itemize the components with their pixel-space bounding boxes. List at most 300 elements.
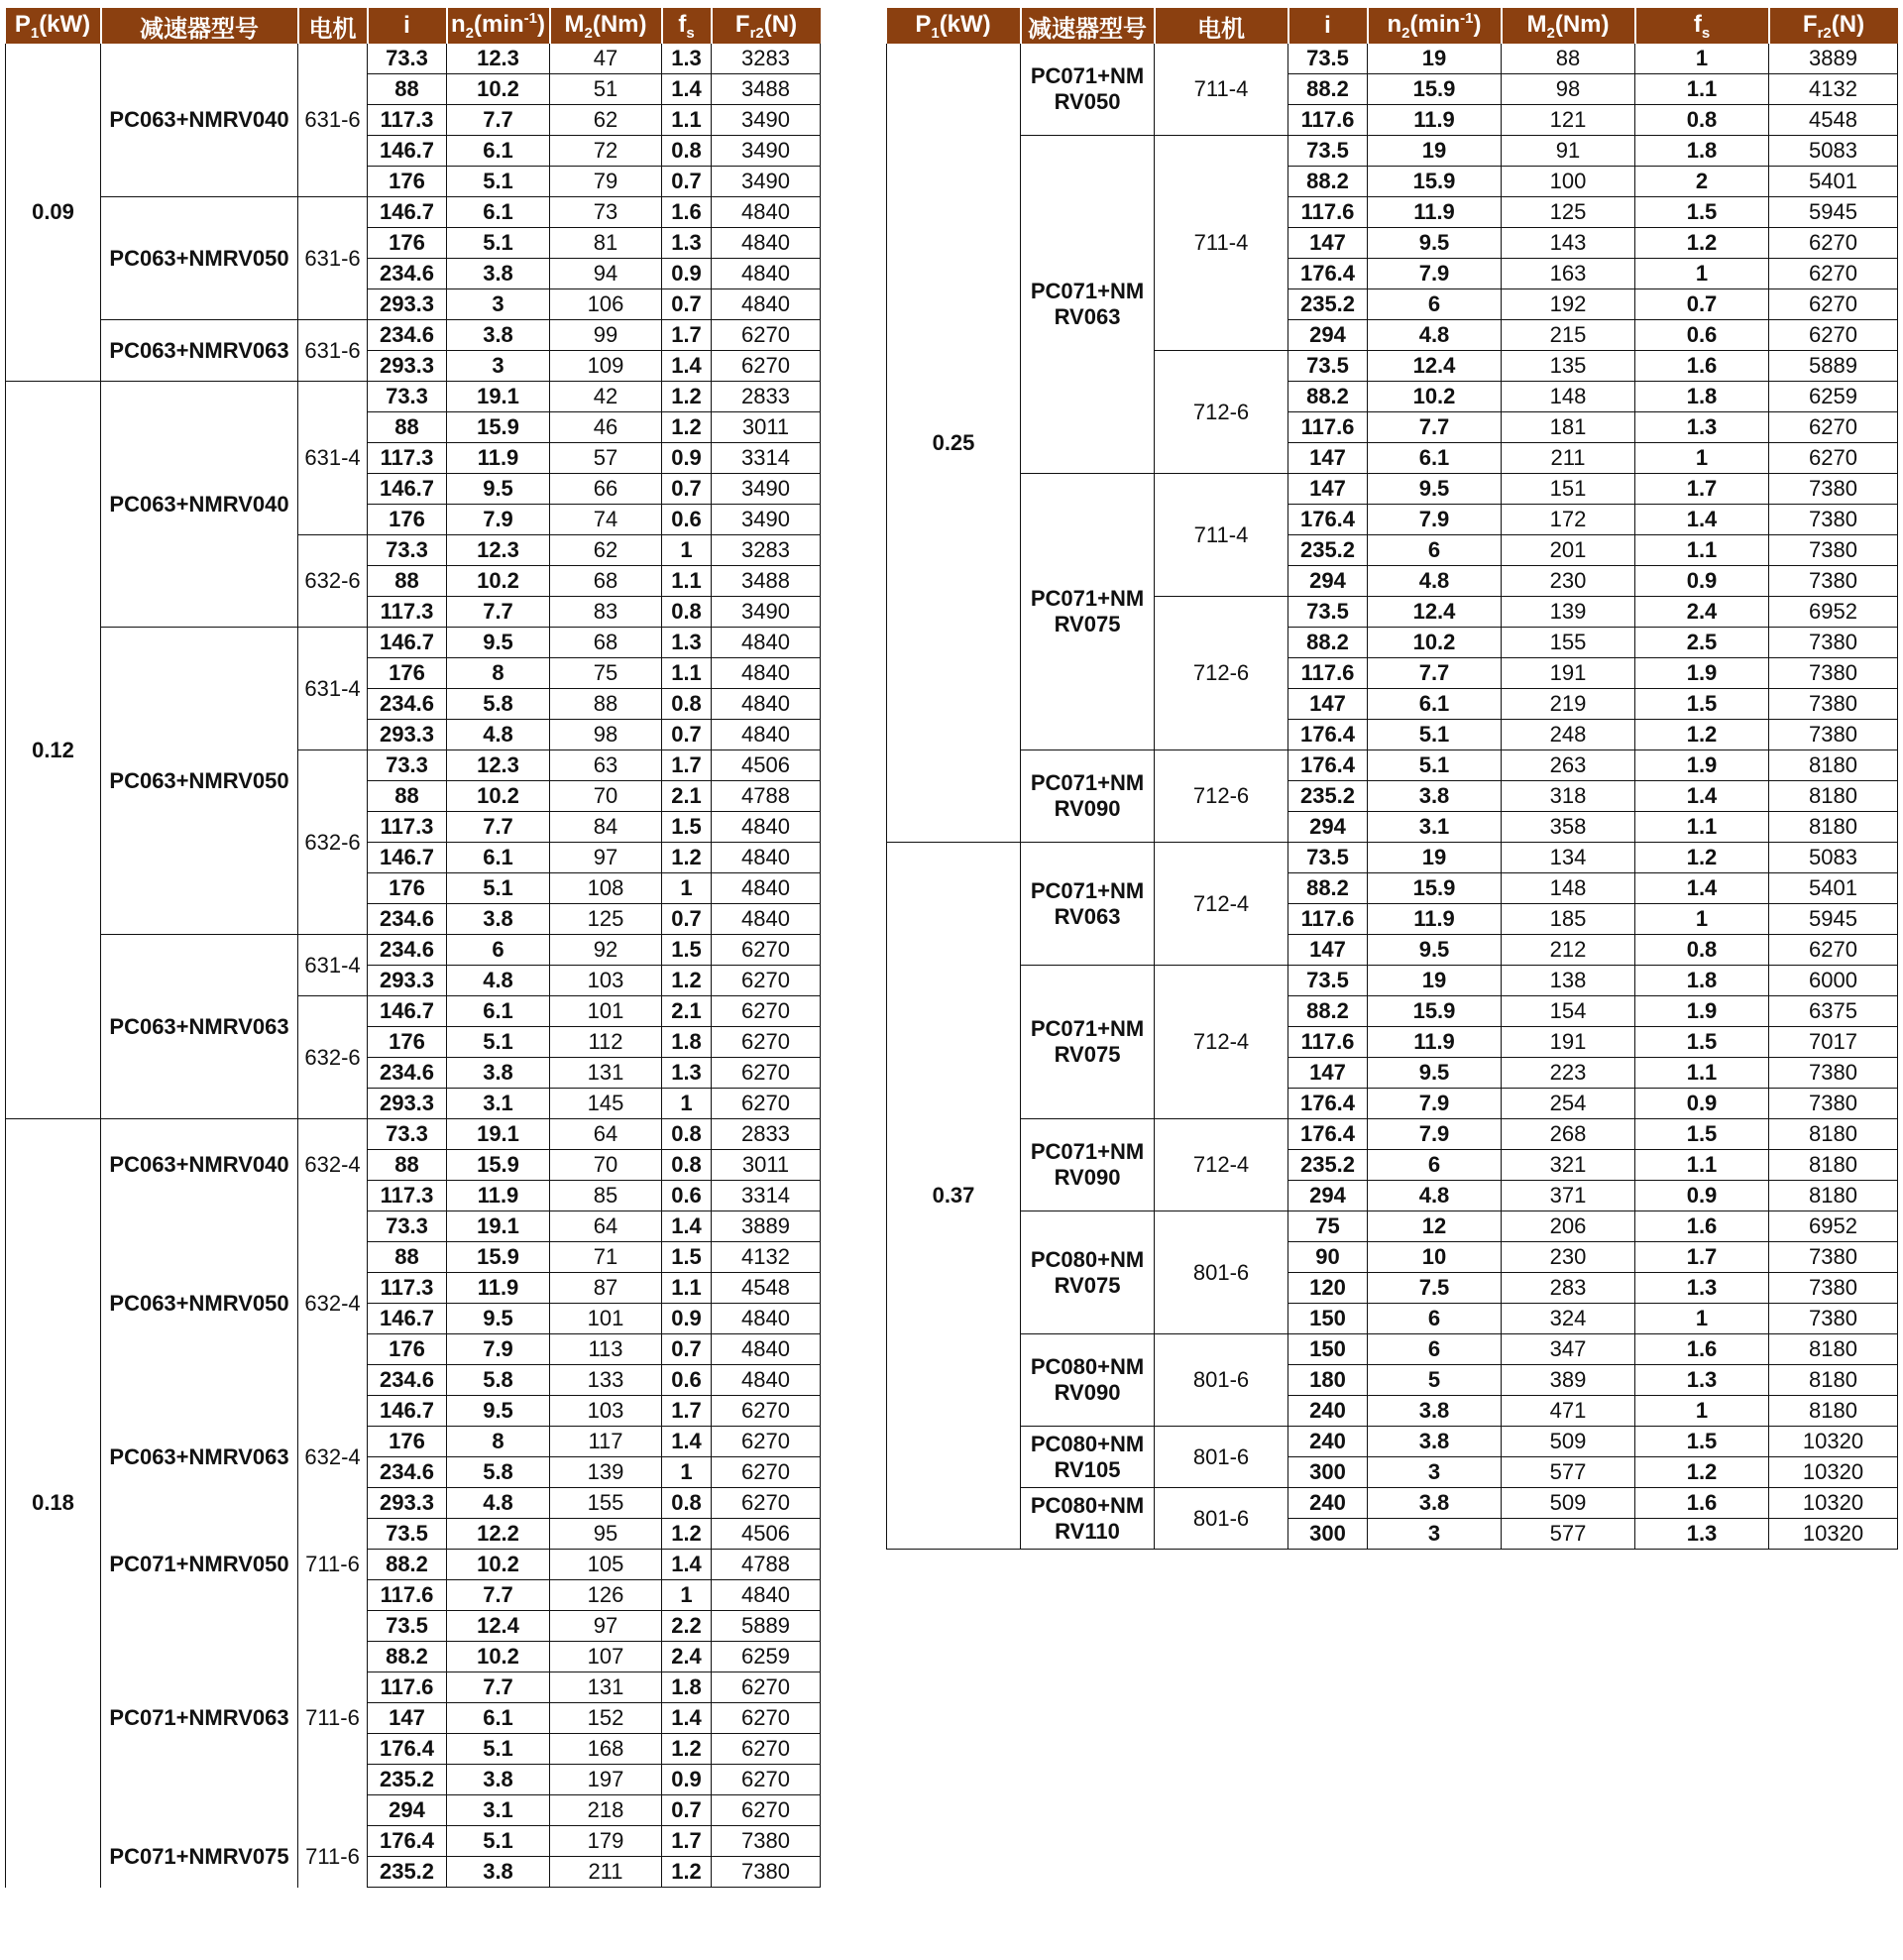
output-speed-cell: 12.3: [447, 44, 550, 74]
radial-load-cell: 4840: [712, 1580, 821, 1611]
service-factor-cell: 1.8: [662, 1672, 712, 1703]
service-factor-cell: 0.7: [662, 1795, 712, 1826]
output-speed-cell: 7.7: [447, 105, 550, 136]
output-speed-cell: 12.4: [447, 1611, 550, 1642]
ratio-cell: 88.2: [368, 1550, 447, 1580]
power-cell: 0.09: [6, 44, 101, 382]
table-row: [887, 1334, 1898, 1365]
torque-cell: 126: [550, 1580, 662, 1611]
torque-cell: 108: [550, 873, 662, 904]
ratio-cell: 234.6: [368, 1058, 447, 1089]
table-row: [6, 1826, 821, 1857]
ratio-cell: 176: [368, 1334, 447, 1365]
service-factor-cell: 1.2: [662, 1519, 712, 1550]
service-factor-cell: 1: [1635, 44, 1769, 74]
ratio-cell: 176.4: [1288, 505, 1368, 535]
radial-load-cell: 6270: [712, 1396, 821, 1427]
service-factor-cell: 1.7: [662, 320, 712, 351]
torque-cell: 72: [550, 136, 662, 167]
output-speed-cell: 6: [447, 935, 550, 966]
output-speed-cell: 3.8: [1368, 781, 1502, 812]
output-speed-cell: 19: [1368, 44, 1502, 74]
ratio-cell: 234.6: [368, 259, 447, 289]
ratio-cell: 176: [368, 1427, 447, 1457]
radial-load-cell: 3889: [712, 1211, 821, 1242]
radial-load-cell: 6270: [712, 1089, 821, 1119]
output-speed-cell: 3.8: [1368, 1488, 1502, 1519]
ratio-cell: 117.6: [1288, 658, 1368, 689]
service-factor-cell: 1.7: [1635, 474, 1769, 505]
output-speed-cell: 4.8: [447, 966, 550, 996]
left-performance-table: [5, 8, 821, 1888]
motor-cell: 632-4: [298, 1119, 368, 1211]
radial-load-cell: 4840: [712, 658, 821, 689]
service-factor-cell: 1.6: [1635, 351, 1769, 382]
radial-load-cell: 7380: [1769, 1242, 1898, 1273]
output-speed-cell: 3.1: [447, 1795, 550, 1826]
service-factor-cell: 1.5: [1635, 1027, 1769, 1058]
output-speed-cell: 3.8: [1368, 1396, 1502, 1427]
torque-cell: 155: [550, 1488, 662, 1519]
service-factor-cell: 1.9: [1635, 750, 1769, 781]
output-speed-cell: 15.9: [1368, 167, 1502, 197]
motor-cell: 711-4: [1155, 136, 1288, 351]
service-factor-cell: 1.4: [662, 1703, 712, 1734]
radial-load-cell: 6270: [1769, 320, 1898, 351]
ratio-cell: 176.4: [368, 1734, 447, 1765]
torque-cell: 324: [1502, 1304, 1635, 1334]
right-performance-table: [886, 8, 1898, 1550]
ratio-cell: 88: [368, 781, 447, 812]
torque-cell: 75: [550, 658, 662, 689]
service-factor-cell: 0.7: [1635, 289, 1769, 320]
torque-cell: 219: [1502, 689, 1635, 720]
radial-load-cell: 5401: [1769, 167, 1898, 197]
radial-load-cell: 4840: [712, 689, 821, 720]
ratio-cell: 117.3: [368, 105, 447, 136]
torque-cell: 211: [1502, 443, 1635, 474]
torque-cell: 117: [550, 1427, 662, 1457]
output-speed-cell: 7.9: [1368, 259, 1502, 289]
service-factor-cell: 1.5: [1635, 689, 1769, 720]
service-factor-cell: 1.2: [662, 382, 712, 412]
radial-load-cell: 4840: [712, 1304, 821, 1334]
output-speed-cell: 5.1: [447, 167, 550, 197]
reducer-model-cell: PC071+NM RV075: [1021, 966, 1155, 1119]
power-cell: 0.25: [887, 44, 1021, 843]
radial-load-cell: 3011: [712, 412, 821, 443]
torque-cell: 185: [1502, 904, 1635, 935]
service-factor-cell: 2.1: [662, 996, 712, 1027]
table-row: [887, 474, 1898, 505]
radial-load-cell: 4840: [712, 843, 821, 873]
torque-cell: 134: [1502, 843, 1635, 873]
ratio-cell: 73.3: [368, 382, 447, 412]
output-speed-cell: 6: [1368, 535, 1502, 566]
service-factor-cell: 1.3: [662, 1058, 712, 1089]
output-speed-cell: 3: [447, 289, 550, 320]
ratio-cell: 147: [1288, 474, 1368, 505]
torque-cell: 94: [550, 259, 662, 289]
output-speed-cell: 11.9: [1368, 197, 1502, 228]
service-factor-cell: 1.4: [662, 1550, 712, 1580]
service-factor-cell: 1.2: [662, 412, 712, 443]
output-speed-cell: 5.1: [447, 228, 550, 259]
torque-cell: 103: [550, 1396, 662, 1427]
radial-load-cell: 6270: [712, 1795, 821, 1826]
output-speed-cell: 3.8: [447, 904, 550, 935]
radial-load-cell: 10320: [1769, 1457, 1898, 1488]
reducer-model-cell: PC071+NM RV050: [1021, 44, 1155, 136]
torque-cell: 46: [550, 412, 662, 443]
output-speed-cell: 7.9: [1368, 1119, 1502, 1150]
output-speed-cell: 5.8: [447, 1457, 550, 1488]
torque-cell: 88: [550, 689, 662, 720]
ratio-cell: 146.7: [368, 1396, 447, 1427]
service-factor-cell: 1.4: [1635, 873, 1769, 904]
torque-cell: 148: [1502, 873, 1635, 904]
torque-cell: 192: [1502, 289, 1635, 320]
torque-cell: 230: [1502, 1242, 1635, 1273]
output-speed-cell: 3.8: [447, 1765, 550, 1795]
output-speed-cell: 10.2: [1368, 628, 1502, 658]
service-factor-cell: 2.2: [662, 1611, 712, 1642]
service-factor-cell: 1.4: [1635, 505, 1769, 535]
motor-cell: 632-6: [298, 535, 368, 628]
ratio-cell: 117.6: [368, 1580, 447, 1611]
radial-load-cell: 3490: [712, 505, 821, 535]
radial-load-cell: 7380: [712, 1826, 821, 1857]
torque-cell: 42: [550, 382, 662, 412]
service-factor-cell: 1.9: [1635, 996, 1769, 1027]
service-factor-cell: 0.8: [662, 597, 712, 628]
radial-load-cell: 3488: [712, 74, 821, 105]
motor-cell: 712-6: [1155, 750, 1288, 843]
service-factor-cell: 1.1: [662, 566, 712, 597]
output-speed-cell: 11.9: [447, 443, 550, 474]
service-factor-cell: 1.7: [662, 750, 712, 781]
output-speed-cell: 19: [1368, 136, 1502, 167]
radial-load-cell: 5083: [1769, 136, 1898, 167]
service-factor-cell: 1.3: [1635, 1273, 1769, 1304]
output-speed-cell: 5.1: [447, 873, 550, 904]
radial-load-cell: 5945: [1769, 904, 1898, 935]
ratio-cell: 117.3: [368, 1181, 447, 1211]
ratio-cell: 117.3: [368, 443, 447, 474]
motor-cell: 631-4: [298, 628, 368, 750]
torque-cell: 62: [550, 105, 662, 136]
output-speed-cell: 7.7: [1368, 658, 1502, 689]
radial-load-cell: 6270: [712, 1027, 821, 1058]
torque-cell: 64: [550, 1119, 662, 1150]
reducer-model-cell: PC063+NMRV050: [101, 197, 298, 320]
ratio-cell: 88.2: [1288, 996, 1368, 1027]
ratio-cell: 147: [1288, 935, 1368, 966]
radial-load-cell: 4506: [712, 1519, 821, 1550]
torque-cell: 139: [1502, 597, 1635, 628]
radial-load-cell: 6270: [1769, 412, 1898, 443]
service-factor-cell: 0.8: [1635, 105, 1769, 136]
service-factor-cell: 1: [662, 1580, 712, 1611]
torque-cell: 88: [1502, 44, 1635, 74]
motor-cell: 711-6: [298, 1826, 368, 1888]
table-row: [887, 44, 1898, 74]
power-cell: 0.12: [6, 382, 101, 1119]
ratio-cell: 146.7: [368, 843, 447, 873]
ratio-cell: 176: [368, 658, 447, 689]
ratio-cell: 294: [1288, 566, 1368, 597]
radial-load-cell: 7017: [1769, 1027, 1898, 1058]
service-factor-cell: 1.1: [1635, 1058, 1769, 1089]
ratio-cell: 234.6: [368, 1365, 447, 1396]
torque-cell: 371: [1502, 1181, 1635, 1211]
ratio-cell: 176: [368, 873, 447, 904]
motor-cell: 801-6: [1155, 1334, 1288, 1427]
service-factor-cell: 0.8: [662, 1119, 712, 1150]
ratio-cell: 234.6: [368, 320, 447, 351]
output-speed-cell: 11.9: [447, 1273, 550, 1304]
torque-cell: 577: [1502, 1457, 1635, 1488]
ratio-cell: 73.5: [1288, 966, 1368, 996]
ratio-cell: 176.4: [1288, 750, 1368, 781]
torque-cell: 268: [1502, 1119, 1635, 1150]
ratio-cell: 147: [368, 1703, 447, 1734]
motor-cell: 631-4: [298, 935, 368, 996]
radial-load-cell: 6270: [1769, 228, 1898, 259]
power-cell: 0.18: [6, 1119, 101, 1888]
service-factor-cell: 0.9: [662, 443, 712, 474]
table-row: [887, 1427, 1898, 1457]
radial-load-cell: 6952: [1769, 1211, 1898, 1242]
torque-cell: 206: [1502, 1211, 1635, 1242]
header-p1: $P_1(kW)$: [887, 8, 1021, 44]
service-factor-cell: 1.1: [662, 1273, 712, 1304]
radial-load-cell: 6270: [712, 1703, 821, 1734]
radial-load-cell: 7380: [1769, 566, 1898, 597]
service-factor-cell: 1.1: [662, 658, 712, 689]
torque-cell: 509: [1502, 1488, 1635, 1519]
service-factor-cell: 0.7: [662, 289, 712, 320]
radial-load-cell: 3490: [712, 136, 821, 167]
service-factor-cell: 0.9: [1635, 1089, 1769, 1119]
ratio-cell: 88: [368, 74, 447, 105]
output-speed-cell: 4.8: [1368, 1181, 1502, 1211]
ratio-cell: 176.4: [1288, 1119, 1368, 1150]
torque-cell: 98: [1502, 74, 1635, 105]
torque-cell: 347: [1502, 1334, 1635, 1365]
radial-load-cell: 6270: [712, 1734, 821, 1765]
service-factor-cell: 1.5: [1635, 197, 1769, 228]
table-row: [887, 1488, 1898, 1519]
torque-cell: 172: [1502, 505, 1635, 535]
reducer-model-cell: PC071+NMRV075: [101, 1826, 298, 1888]
radial-load-cell: 8180: [1769, 1150, 1898, 1181]
table-row: [6, 935, 821, 966]
header-fr2: $F_{r2}(N)$: [1769, 8, 1898, 44]
output-speed-cell: 3: [1368, 1457, 1502, 1488]
table-row: [6, 1519, 821, 1550]
motor-cell: 631-6: [298, 320, 368, 382]
motor-cell: 712-6: [1155, 351, 1288, 474]
radial-load-cell: 7380: [1769, 474, 1898, 505]
output-speed-cell: 6: [1368, 1304, 1502, 1334]
torque-cell: 68: [550, 628, 662, 658]
radial-load-cell: 3283: [712, 44, 821, 74]
header-fr2: $F_{r2}(N)$: [712, 8, 821, 44]
ratio-cell: 88.2: [1288, 382, 1368, 412]
ratio-cell: 147: [1288, 228, 1368, 259]
ratio-cell: 293.3: [368, 1488, 447, 1519]
service-factor-cell: 0.6: [662, 1181, 712, 1211]
radial-load-cell: 3490: [712, 167, 821, 197]
ratio-cell: 176: [368, 167, 447, 197]
ratio-cell: 117.6: [1288, 197, 1368, 228]
radial-load-cell: 4840: [712, 228, 821, 259]
output-speed-cell: 9.5: [447, 1396, 550, 1427]
reducer-model-cell: PC063+NMRV050: [101, 1211, 298, 1396]
radial-load-cell: 6270: [712, 320, 821, 351]
service-factor-cell: 1.9: [1635, 658, 1769, 689]
ratio-cell: 294: [1288, 812, 1368, 843]
radial-load-cell: 6270: [1769, 935, 1898, 966]
radial-load-cell: 7380: [1769, 1058, 1898, 1089]
service-factor-cell: 1.2: [662, 843, 712, 873]
torque-cell: 389: [1502, 1365, 1635, 1396]
output-speed-cell: 8: [447, 658, 550, 689]
torque-cell: 81: [550, 228, 662, 259]
radial-load-cell: 6259: [712, 1642, 821, 1672]
torque-cell: 109: [550, 351, 662, 382]
table-row: [6, 382, 821, 412]
motor-cell: 711-4: [1155, 44, 1288, 136]
service-factor-cell: 1.2: [662, 1734, 712, 1765]
service-factor-cell: 2.5: [1635, 628, 1769, 658]
torque-cell: 125: [550, 904, 662, 935]
radial-load-cell: 5889: [1769, 351, 1898, 382]
service-factor-cell: 1.6: [1635, 1211, 1769, 1242]
output-speed-cell: 7.9: [1368, 1089, 1502, 1119]
motor-cell: 632-4: [298, 1396, 368, 1519]
service-factor-cell: 1.4: [662, 1211, 712, 1242]
radial-load-cell: 3011: [712, 1150, 821, 1181]
output-speed-cell: 6.1: [447, 996, 550, 1027]
service-factor-cell: 1.1: [1635, 812, 1769, 843]
torque-cell: 191: [1502, 1027, 1635, 1058]
radial-load-cell: 3490: [712, 597, 821, 628]
reducer-model-cell: PC063+NMRV040: [101, 1119, 298, 1211]
ratio-cell: 176.4: [1288, 1089, 1368, 1119]
torque-cell: 215: [1502, 320, 1635, 351]
torque-cell: 63: [550, 750, 662, 781]
torque-cell: 248: [1502, 720, 1635, 750]
radial-load-cell: 6000: [1769, 966, 1898, 996]
table-row: [6, 44, 821, 74]
service-factor-cell: 1.4: [662, 1427, 712, 1457]
reducer-model-cell: PC071+NM RV090: [1021, 1119, 1155, 1211]
torque-cell: 66: [550, 474, 662, 505]
motor-cell: 801-6: [1155, 1488, 1288, 1550]
service-factor-cell: 1.2: [1635, 720, 1769, 750]
output-speed-cell: 7.7: [447, 597, 550, 628]
ratio-cell: 88.2: [1288, 873, 1368, 904]
ratio-cell: 234.6: [368, 904, 447, 935]
output-speed-cell: 5.1: [447, 1734, 550, 1765]
radial-load-cell: 8180: [1769, 812, 1898, 843]
output-speed-cell: 4.8: [447, 720, 550, 750]
service-factor-cell: 0.7: [662, 720, 712, 750]
service-factor-cell: 1.8: [1635, 136, 1769, 167]
ratio-cell: 73.5: [1288, 351, 1368, 382]
output-speed-cell: 11.9: [1368, 904, 1502, 935]
ratio-cell: 117.6: [1288, 412, 1368, 443]
service-factor-cell: 1: [662, 1089, 712, 1119]
ratio-cell: 300: [1288, 1519, 1368, 1550]
radial-load-cell: 6259: [1769, 382, 1898, 412]
radial-load-cell: 8180: [1769, 1365, 1898, 1396]
radial-load-cell: 7380: [1769, 535, 1898, 566]
output-speed-cell: 8: [447, 1427, 550, 1457]
output-speed-cell: 6.1: [1368, 443, 1502, 474]
ratio-cell: 146.7: [368, 1304, 447, 1334]
service-factor-cell: 1.4: [1635, 781, 1769, 812]
output-speed-cell: 7.7: [447, 1672, 550, 1703]
service-factor-cell: 1.8: [1635, 966, 1769, 996]
output-speed-cell: 9.5: [447, 1304, 550, 1334]
output-speed-cell: 3.8: [1368, 1427, 1502, 1457]
service-factor-cell: 1.7: [662, 1396, 712, 1427]
torque-cell: 106: [550, 289, 662, 320]
output-speed-cell: 3: [447, 351, 550, 382]
torque-cell: 47: [550, 44, 662, 74]
torque-cell: 191: [1502, 658, 1635, 689]
reducer-model-cell: PC080+NM RV105: [1021, 1427, 1155, 1488]
torque-cell: 79: [550, 167, 662, 197]
output-speed-cell: 15.9: [447, 1150, 550, 1181]
service-factor-cell: 0.6: [662, 505, 712, 535]
service-factor-cell: 0.9: [1635, 1181, 1769, 1211]
radial-load-cell: 4788: [712, 781, 821, 812]
service-factor-cell: 0.7: [662, 474, 712, 505]
ratio-cell: 117.3: [368, 1273, 447, 1304]
ratio-cell: 300: [1288, 1457, 1368, 1488]
header-row: [6, 8, 821, 44]
output-speed-cell: 15.9: [1368, 873, 1502, 904]
output-speed-cell: 9.5: [1368, 1058, 1502, 1089]
ratio-cell: 150: [1288, 1304, 1368, 1334]
output-speed-cell: 6.1: [447, 136, 550, 167]
radial-load-cell: 7380: [1769, 628, 1898, 658]
output-speed-cell: 6: [1368, 1334, 1502, 1365]
table-row: [6, 1119, 821, 1150]
ratio-cell: 294: [368, 1795, 447, 1826]
torque-cell: 85: [550, 1181, 662, 1211]
output-speed-cell: 11.9: [447, 1181, 550, 1211]
torque-cell: 321: [1502, 1150, 1635, 1181]
motor-cell: 632-6: [298, 750, 368, 935]
service-factor-cell: 1.1: [1635, 1150, 1769, 1181]
torque-cell: 83: [550, 597, 662, 628]
ratio-cell: 146.7: [368, 197, 447, 228]
output-speed-cell: 7.5: [1368, 1273, 1502, 1304]
radial-load-cell: 4132: [712, 1242, 821, 1273]
ratio-cell: 88.2: [368, 1642, 447, 1672]
output-speed-cell: 12.3: [447, 535, 550, 566]
table-row: [6, 320, 821, 351]
reducer-model-cell: PC063+NMRV063: [101, 935, 298, 1119]
output-speed-cell: 9.5: [1368, 474, 1502, 505]
motor-cell: 712-4: [1155, 843, 1288, 966]
service-factor-cell: 0.8: [662, 1488, 712, 1519]
